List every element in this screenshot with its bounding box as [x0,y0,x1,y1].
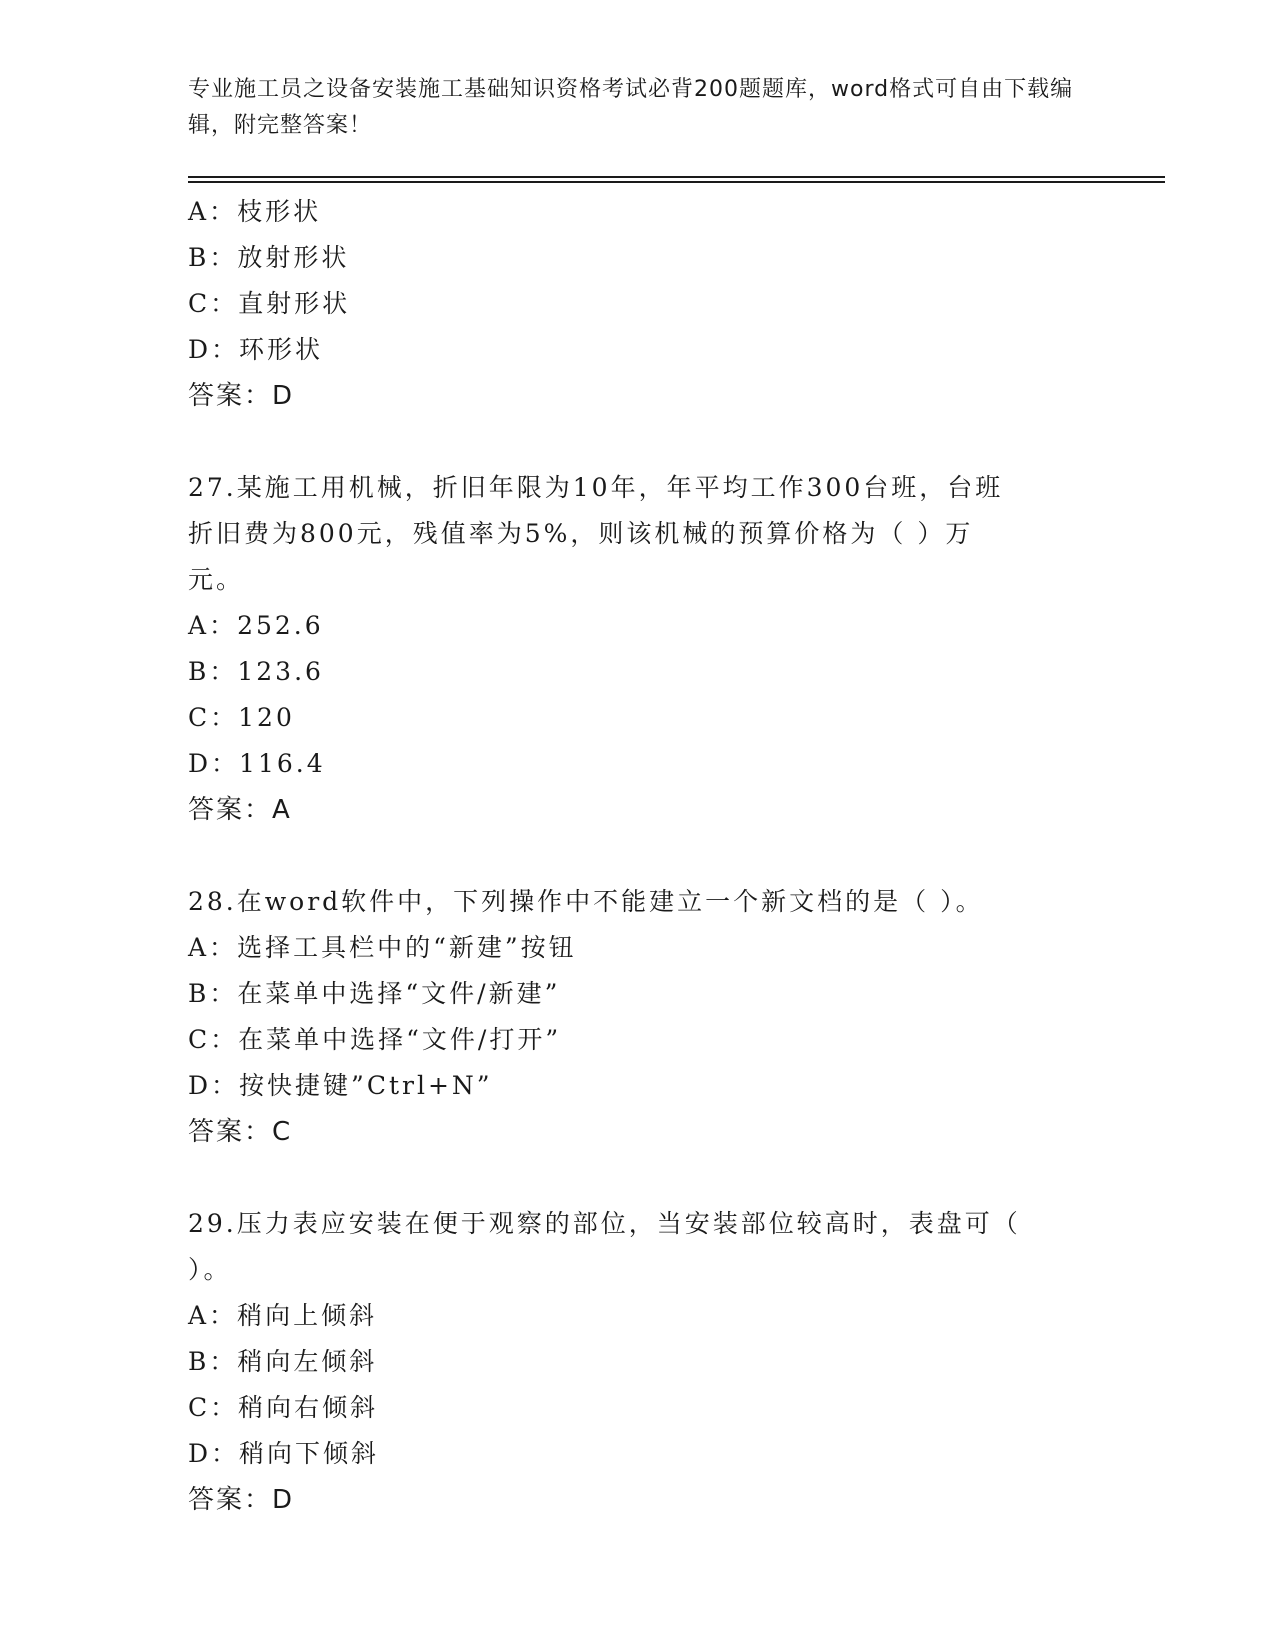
header-rule-bottom [188,181,1165,183]
question-text: 28.在word软件中，下列操作中不能建立一个新文档的是（ ）。 [188,887,984,916]
answer-line: 答案：C [188,1117,293,1147]
option-text: 在菜单中选择“文件/打开” [238,1025,562,1054]
option-letter: B： [188,979,238,1008]
option-letter: D： [188,1439,240,1468]
document-header: 专业施工员之设备安装施工基础知识资格考试必背200题题库，word格式可自由下载编辑，附完整答案！ [188,77,1074,138]
option-letter: A： [188,933,238,962]
option-text: 按快捷键”Ctrl+N” [239,1071,493,1100]
spacer [188,833,1088,879]
option-c [188,1385,1088,1431]
option-text: 116.4 [239,749,326,778]
option-letter: B： [188,1347,238,1376]
option-text: 放射形状 [237,243,350,272]
question-text: 29.压力表应安装在便于观察的部位，当安装部位较高时，表盘可（ ）。 [188,1209,1021,1284]
spacer [188,1155,1088,1201]
option-b [188,649,1088,695]
answer-line: 答案：D [188,1485,295,1515]
option-text: 环形状 [239,335,324,364]
option-b [188,971,1088,1017]
option-a [188,189,1088,235]
option-text: 枝形状 [237,197,322,226]
option-text: 选择工具栏中的“新建”按钮 [237,933,577,962]
option-letter: C： [188,703,239,732]
option-letter: B： [188,243,238,272]
option-c [188,695,1088,741]
option-d [188,1063,1088,1109]
option-text: 在菜单中选择“文件/新建” [237,979,561,1008]
option-a [188,603,1088,649]
option-d [188,327,1088,373]
option-c [188,1017,1088,1063]
option-c [188,281,1088,327]
question-text: 27.某施工用机械，折旧年限为10年，年平均工作300台班，台班折旧费为800元，残值率为5%，则该机械的预算价格为（ ）万元。 [188,473,1004,594]
option-letter: A： [188,611,238,640]
option-text: 稍向右倾斜 [238,1393,379,1422]
question-28 [188,879,1088,1155]
question-27 [188,465,1088,833]
option-letter: C： [188,289,239,318]
option-d [188,741,1088,787]
option-letter: D： [188,749,240,778]
option-text: 252.6 [237,611,324,640]
option-text: 稍向左倾斜 [237,1347,378,1376]
option-b [188,235,1088,281]
question-29 [188,1201,1088,1523]
option-d [188,1431,1088,1477]
option-text: 稍向上倾斜 [237,1301,378,1330]
option-letter: A： [188,197,238,226]
answer-line: 答案：D [188,381,295,411]
header-rule-top [188,176,1165,178]
option-letter: C： [188,1025,239,1054]
option-a [188,925,1088,971]
option-letter: D： [188,1071,240,1100]
option-letter: D： [188,335,240,364]
option-b [188,1339,1088,1385]
question-26-continued [188,189,1088,419]
spacer [188,419,1088,465]
option-letter: A： [188,1301,238,1330]
option-text: 123.6 [237,657,324,686]
option-text: 稍向下倾斜 [239,1439,380,1468]
option-letter: B： [188,657,238,686]
option-text: 120 [238,703,295,732]
document-body [188,189,1088,1523]
answer-line: 答案：A [188,795,292,825]
option-letter: C： [188,1393,239,1422]
option-a [188,1293,1088,1339]
option-text: 直射形状 [238,289,351,318]
